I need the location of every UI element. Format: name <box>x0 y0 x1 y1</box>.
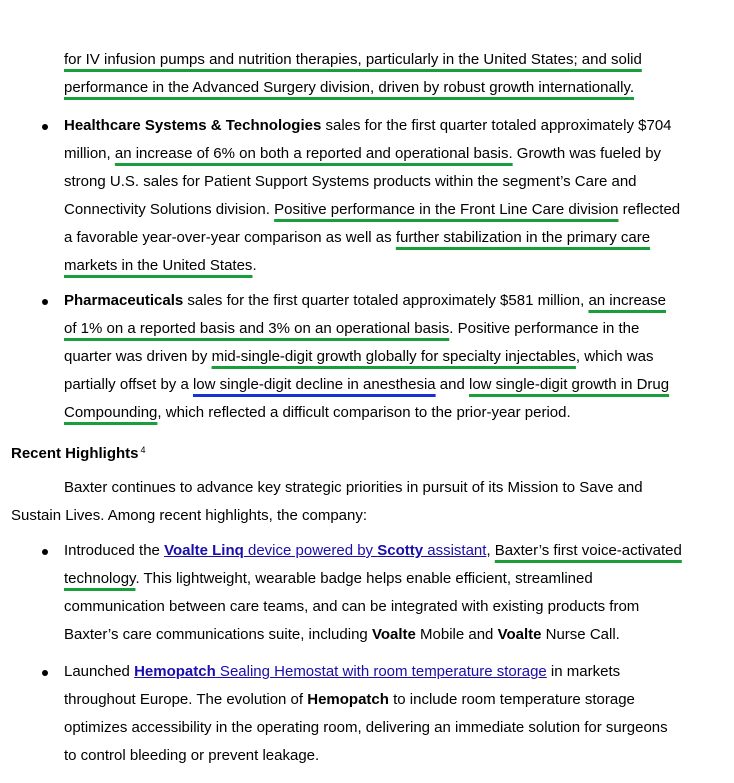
highlight-green: markets in the United States <box>64 257 253 274</box>
bullet-dot-icon <box>42 124 48 130</box>
hst-text: million, <box>64 145 115 162</box>
hst-line-3 <box>64 172 637 192</box>
highlight-green: mid-single-digit growth globally for specialty injectables <box>211 348 576 365</box>
highlights-para-line-2 <box>11 506 367 526</box>
b1-text: Baxter’s care communications suite, including <box>64 626 372 643</box>
highlight-green: an increase of 6% on both a reported and operational basis. <box>114 145 513 162</box>
hst-text: Growth was fueled by <box>512 145 662 162</box>
b2-text: to include room temperature storage <box>388 691 635 708</box>
pharma-line-3 <box>64 347 653 367</box>
pharma-title: Pharmaceuticals <box>64 292 184 309</box>
highlight-green: . <box>629 79 635 96</box>
pharma-line-4 <box>64 375 669 395</box>
b1-text: Nurse Call. <box>541 626 620 643</box>
link-text: device powered by <box>243 542 378 559</box>
link-brand: Voalte Linq <box>164 542 244 559</box>
pharma-text: . Positive performance in the <box>449 320 640 337</box>
brand-text: Voalte <box>371 626 416 643</box>
b1-text: . This lightweight, wearable badge helps enable efficient, streamlined <box>135 570 593 587</box>
hst-line-1 <box>64 116 672 136</box>
hst-title: Healthcare Systems & Technologies <box>64 117 322 134</box>
pharma-text: , which reflected a difficult comparison to the prior-year period. <box>157 404 571 421</box>
b2-line-4 <box>64 746 319 766</box>
highlight-green: for IV infusion pumps and nutrition therapies, particularly in the United States; and solid <box>64 51 642 68</box>
hst-text: strong U.S. sales for Patient Support Systems products within the segment’s Care and <box>64 173 637 190</box>
footnote-ref[interactable]: 4 <box>140 445 146 455</box>
section-heading <box>11 440 146 464</box>
pharma-line-2 <box>64 319 639 339</box>
highlight-green: Compounding <box>64 404 158 421</box>
b2-text: to control bleeding or prevent leakage. <box>64 747 320 764</box>
intro-line-1 <box>64 50 642 70</box>
b2-text: optimizes accessibility in the operating room, delivering an immediate solution for surgeons <box>64 719 668 736</box>
b1-text: , <box>486 542 495 559</box>
link-brand: Scotty <box>377 542 424 559</box>
pharma-text: quarter was driven by <box>64 348 212 365</box>
link-text: Sealing Hemostat with room temperature storage <box>215 663 547 680</box>
link-text: assistant <box>423 542 487 559</box>
b1-line-2 <box>64 569 593 589</box>
highlight-green: technology <box>64 570 136 587</box>
pharma-line-5 <box>64 403 571 423</box>
b1-line-3 <box>64 597 639 617</box>
bullet-dot-icon <box>42 670 48 676</box>
intro-line-2 <box>64 78 634 98</box>
highlight-green: further stabilization in the primary care <box>395 229 651 246</box>
hst-line-2 <box>64 144 661 164</box>
b2-text: throughout Europe. The evolution of <box>64 691 308 708</box>
highlight-green: Baxter’s first voice-activated <box>494 542 682 559</box>
b2-line-2 <box>64 690 635 710</box>
hst-text: a favorable year-over-year comparison as well as <box>64 229 396 246</box>
highlight-green: of 1% on a reported basis and 3% on an operational basis <box>64 320 450 337</box>
b2-line-3 <box>64 718 668 738</box>
hst-text: sales for the first quarter totaled approximately $704 <box>321 117 672 134</box>
highlight-green: low single-digit growth in Drug <box>469 376 670 393</box>
link-brand: Hemopatch <box>134 663 216 680</box>
hemopatch-link[interactable] <box>134 663 547 680</box>
highlight-green: performance in the Advanced Surgery division, driven by robust growth internationally <box>64 79 630 96</box>
para-text: Baxter continues to advance key strategic priorities in pursuit of its Mission to Save and <box>64 479 643 496</box>
pharma-line-1 <box>64 291 666 311</box>
bullet-dot-icon <box>42 299 48 305</box>
bullet-dot-icon <box>42 549 48 555</box>
hst-line-5 <box>64 228 650 248</box>
highlight-green: Positive performance in the Front Line Care division <box>274 201 619 218</box>
hst-text: Connectivity Solutions division. <box>64 201 275 218</box>
b2-text: Launched <box>64 663 135 680</box>
b1-text: Mobile and <box>415 626 498 643</box>
b2-line-1 <box>64 662 620 682</box>
highlight-blue: low single-digit decline in anesthesia <box>192 376 436 393</box>
b2-text: in markets <box>546 663 621 680</box>
voalte-linq-link[interactable] <box>164 542 486 559</box>
b1-line-1 <box>64 541 682 561</box>
b1-text: Introduced the <box>64 542 165 559</box>
pharma-text: sales for the first quarter totaled approximately $581 million, <box>183 292 589 309</box>
hst-text: . <box>252 257 257 274</box>
highlight-green: an increase <box>588 292 666 309</box>
pharma-text: , which was <box>575 348 654 365</box>
highlights-para-line-1 <box>64 478 643 498</box>
para-text: Sustain Lives. Among recent highlights, the company: <box>11 507 368 524</box>
brand-text: Hemopatch <box>307 691 389 708</box>
pharma-text: partially offset by a <box>64 376 193 393</box>
b1-line-4 <box>64 625 620 645</box>
brand-text: Voalte <box>497 626 542 643</box>
pharma-text: and <box>435 376 469 393</box>
section-heading-text: Recent Highlights <box>11 445 139 462</box>
hst-line-4 <box>64 200 680 220</box>
hst-text: reflected <box>618 201 681 218</box>
b1-text: communication between care teams, and can be integrated with existing products from <box>64 598 640 615</box>
hst-line-6 <box>64 256 257 276</box>
